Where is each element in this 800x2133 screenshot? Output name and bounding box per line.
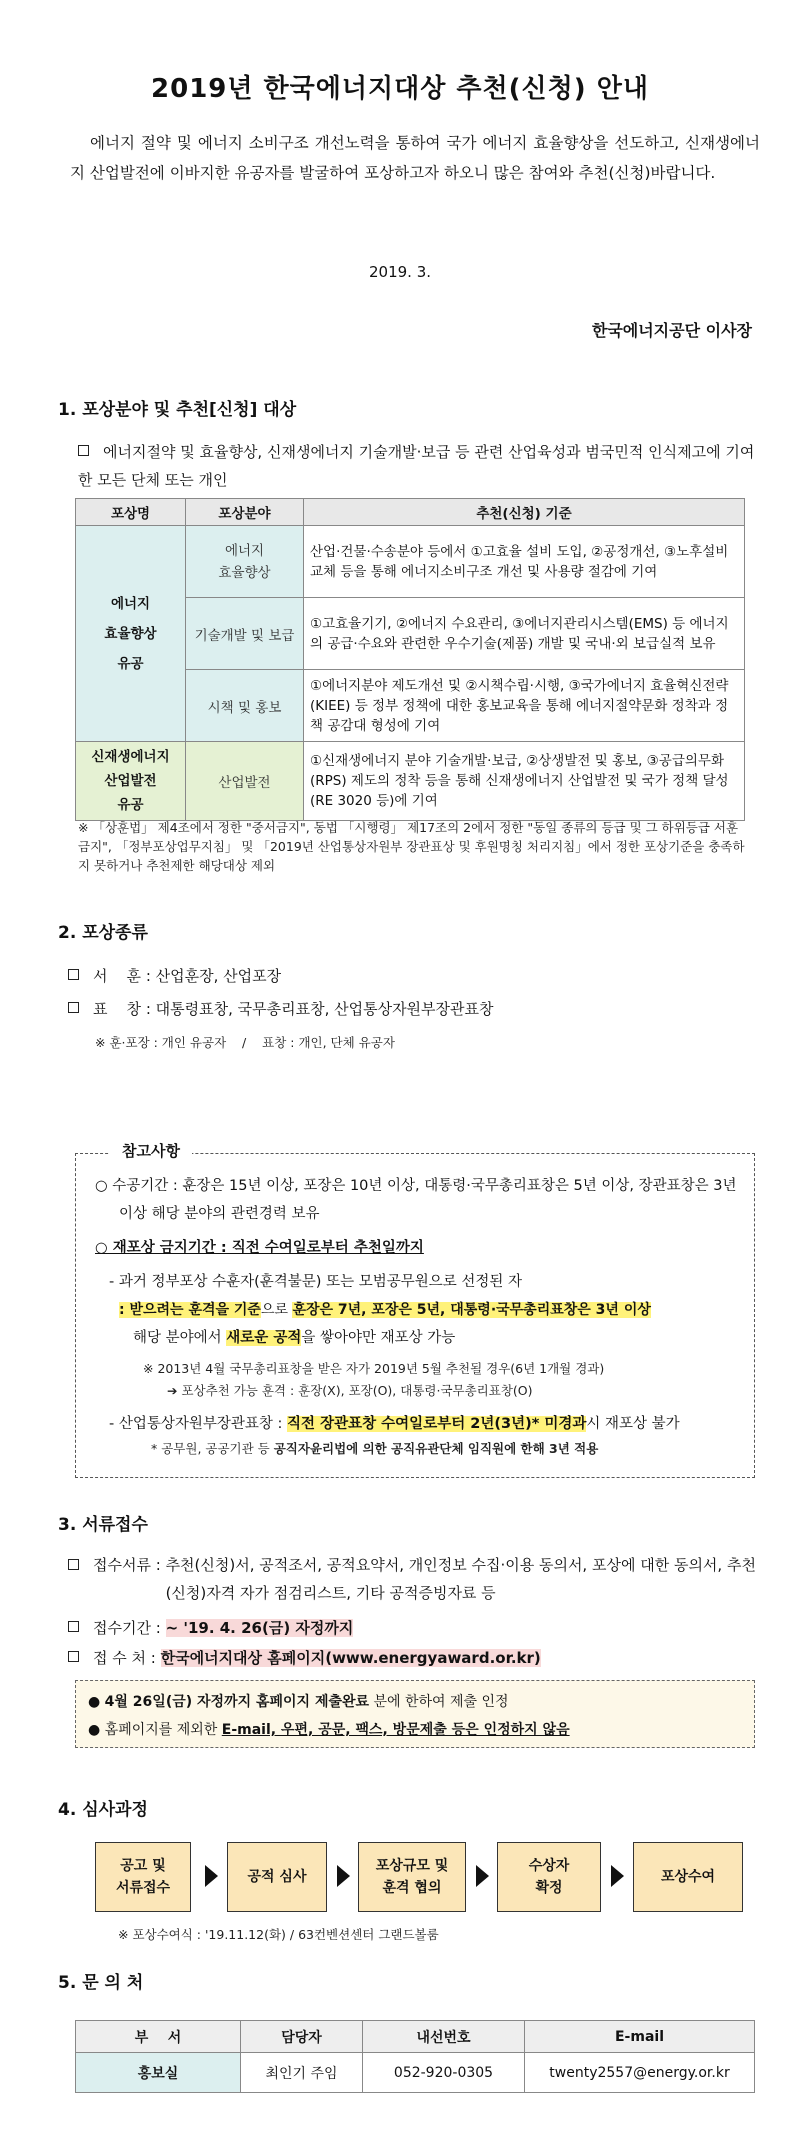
arrow-right-icon	[337, 1865, 350, 1887]
submission-notes	[88, 1688, 570, 1744]
ref-restriction-period: ○ 재포상 금지기간 : 직전 수여일로부터 추천일까지	[95, 1240, 424, 1256]
submission-note-1	[88, 1688, 570, 1716]
col-criteria: 추천(신청) 기준	[304, 499, 745, 526]
ref-past-recipients: - 과거 정부포상 수훈자(훈격불문) 또는 모범공무원으로 선정된 자	[109, 1274, 522, 1290]
ref-criteria-joiner: 으로	[260, 1302, 293, 1318]
arrow-right-icon	[476, 1865, 489, 1887]
section-1-heading: 1. 포상분야 및 추천[신청] 대상	[58, 400, 297, 420]
ref-service-period: ○ 수공기간 : 훈장은 15년 이상, 포장은 10년 이상, 대통령·국무총리표창은 5년 이상, 장관표창은 3년 이상 해당 분야의 관련경력 보유	[95, 1178, 737, 1222]
section-5-heading: 5. 문 의 처	[58, 1973, 144, 1993]
step-review: 공적 심사	[227, 1842, 327, 1912]
place-label: 접 수 처 :	[93, 1649, 161, 1667]
intro-paragraph: 에너지 절약 및 에너지 소비구조 개선노력을 통하여 국가 에너지 효율향상을 선도하고, 신재생에너지 산업발전에 이바지한 유공자를 발굴하여 포상하고자 하오니 많은 참여와 추천(신청)바랍니다.	[70, 134, 760, 182]
arrow-right-icon	[611, 1865, 624, 1887]
ref-new-merit-line	[95, 1324, 740, 1352]
field-tech: 기술개발 및 보급	[186, 598, 304, 670]
decoration-types: 서 훈 : 산업훈장, 산업포장	[93, 967, 282, 985]
note-1-strong: 4월 26일(금) 자정까지 홈페이지 제출완료	[104, 1694, 370, 1710]
col-phone: 내선번호	[363, 2021, 525, 2053]
signer: 한국에너지공단 이사장	[591, 321, 752, 340]
bullet-icon: ●	[88, 1722, 101, 1738]
award-criteria-table	[75, 498, 745, 821]
ref-criteria-years: 훈장은 7년, 포장은 5년, 대통령·국무총리표창은 3년 이상	[292, 1302, 651, 1318]
contact-person: 최인기 주임	[241, 2053, 363, 2093]
documents-label: 접수서류 :	[93, 1556, 166, 1574]
announcement-date: 2019. 3.	[368, 263, 432, 281]
section-2-note: ※ 훈·포장 : 개인 유공자 / 표창 : 개인, 단체 유공자	[95, 1035, 395, 1050]
section-1-note: ※ 「상훈법」 제4조에서 정한 "중서금지", 동법 「시행령」 제17조의 2에서 정한 "동일 종류의 등급 및 그 하위등급 서훈금지", 「정부포상업무지침」 및 「2019년 산업통상자원부 장관표상 및 후원명칭 처리지침」에서 정한 포상기준을 충족하지 못하거나 추천제한 해당대상 제외	[78, 820, 745, 873]
award-efficiency: 에너지 효율향상 유공	[76, 526, 186, 742]
arrow-right-icon	[205, 1865, 218, 1887]
step-announce: 공고 및 서류접수	[95, 1842, 191, 1912]
step-consult: 포상규모 및 훈격 협의	[358, 1842, 466, 1912]
checkbox-icon	[68, 969, 79, 980]
step-award: 포상수여	[633, 1842, 743, 1912]
note-1-rest: 분에 한하여 제출 인정	[369, 1694, 509, 1710]
ref-criteria-line	[95, 1296, 740, 1324]
section-2-line-2	[68, 995, 494, 1023]
note-2-lead: 홈페이지를 제외한	[104, 1722, 222, 1738]
section-4-note: ※ 포상수여식 : '19.11.12(화) / 63컨벤션센터 그랜드볼룸	[118, 1927, 439, 1942]
section-3-documents	[68, 1551, 758, 1607]
commendation-types: 표 창 : 대통령표창, 국무총리표창, 산업통상자원부장관표창	[93, 1000, 494, 1018]
checkbox-icon	[78, 445, 89, 456]
field-efficiency: 에너지 효율향상	[186, 526, 304, 598]
section-4-heading: 4. 심사과정	[58, 1800, 148, 1820]
contact-department: 홍보실	[76, 2053, 241, 2093]
col-award-name: 포상명	[76, 499, 186, 526]
period-label: 접수기간 :	[93, 1619, 166, 1637]
criteria-policy: ①에너지분야 제도개선 및 ②시책수립·시행, ③국가에너지 효율혁신전략(KIEE) 등 정부 정책에 대한 홍보교육을 통해 에너지절약문화 정착과 정책 공감대 형성에 기여	[304, 670, 745, 742]
ref-minister-b: 직전 장관표창 수여일로부터 2년(3년)* 미경과	[287, 1416, 587, 1432]
reference-content	[95, 1172, 740, 1460]
ref-new-merit-a: 해당 분야에서	[133, 1330, 227, 1346]
col-department: 부 서	[76, 2021, 241, 2053]
field-policy: 시책 및 홍보	[186, 670, 304, 742]
criteria-renewable: ①신재생에너지 분야 기술개발·보급, ②상생발전 및 홍보, ③공급의무화(RPS) 제도의 정착 등을 통해 신재생에너지 산업발전 및 국가 정책 달성(RE 3020 등)에 기여	[304, 742, 745, 821]
col-award-field: 포상분야	[186, 499, 304, 526]
bullet-icon: ●	[88, 1694, 101, 1710]
contact-table	[75, 2020, 755, 2093]
ref-minister-c: 시 재포상 불가	[586, 1416, 680, 1432]
section-3-heading: 3. 서류접수	[58, 1515, 148, 1535]
reference-label: 참고사항	[110, 1140, 192, 1161]
submission-note-2	[88, 1716, 570, 1744]
page-title: 2019년 한국에너지대상 추천(신청) 안내	[151, 74, 649, 104]
ref-example: ※ 2013년 4월 국무총리표창을 받은 자가 2019년 5월 추천될 경우(6년 1개월 경과)	[143, 1361, 605, 1376]
section-3-place	[68, 1644, 541, 1672]
ref-criteria-basis: : 받으려는 훈격을 기준	[119, 1302, 261, 1318]
checkbox-icon	[68, 1651, 79, 1662]
criteria-efficiency: 산업·건물·수송분야 등에서 ①고효율 설비 도입, ②공정개선, ③노후설비 교체 등을 통해 에너지소비구조 개선 및 사용량 절감에 기여	[304, 526, 745, 598]
contact-email[interactable]: twenty2557@energy.or.kr	[525, 2053, 755, 2093]
ref-minister-a: - 산업통상자원부장관표창 :	[109, 1416, 288, 1432]
ref-official-a: * 공무원, 공공기관 등	[151, 1441, 274, 1456]
col-email: E-mail	[525, 2021, 755, 2053]
ref-official-b: 공직자윤리법에 의한 공직유관단체 임직원에 한해 3년 적용	[273, 1441, 599, 1456]
section-2-heading: 2. 포상종류	[58, 923, 148, 943]
step-confirm: 수상자 확정	[497, 1842, 601, 1912]
ref-minister-line	[95, 1410, 740, 1438]
checkbox-icon	[68, 1621, 79, 1632]
criteria-tech: ①고효율기기, ②에너지 수요관리, ③에너지관리시스템(EMS) 등 에너지의 공급·수요와 관련한 우수기술(제품) 개발 및 국내·외 보급실적 보유	[304, 598, 745, 670]
checkbox-icon	[68, 1002, 79, 1013]
section-2-line-1	[68, 962, 281, 990]
note-2-strong: E-mail, 우편, 공문, 팩스, 방문제출 등은 인정하지 않음	[221, 1722, 570, 1738]
section-3-period	[68, 1614, 353, 1642]
ref-new-merit-c: 을 쌓아야만 재포상 가능	[301, 1330, 456, 1346]
section-1-item	[78, 438, 758, 494]
field-renewable: 산업발전	[186, 742, 304, 821]
section-1-item-text: 에너지절약 및 효율향상, 신재생에너지 기술개발·보급 등 관련 산업육성과 범국민적 인식제고에 기여한 모든 단체 또는 개인	[78, 443, 755, 489]
documents-value: 추천(신청)서, 공적조서, 공적요약서, 개인정보 수집·이용 동의서, 포상에 대한 동의서, 추천(신청)자격 자가 점검리스트, 기타 공적증빙자료 등	[165, 1556, 756, 1602]
award-renewable: 신재생에너지 산업발전 유공	[76, 742, 186, 821]
ref-new-merit-b: 새로운 공적	[226, 1330, 302, 1346]
place-value: 한국에너지대상 홈페이지(www.energyaward.or.kr)	[160, 1649, 541, 1667]
col-contact: 담당자	[241, 2021, 363, 2053]
ref-official-note	[95, 1438, 740, 1460]
period-value: ~ '19. 4. 26(금) 자정까지	[165, 1619, 354, 1637]
contact-phone: 052-920-0305	[363, 2053, 525, 2093]
ref-example-result: ➔ 포상추천 가능 훈격 : 훈장(X), 포장(O), 대통령·국무총리표창(O)	[167, 1383, 533, 1398]
checkbox-icon	[68, 1559, 79, 1570]
